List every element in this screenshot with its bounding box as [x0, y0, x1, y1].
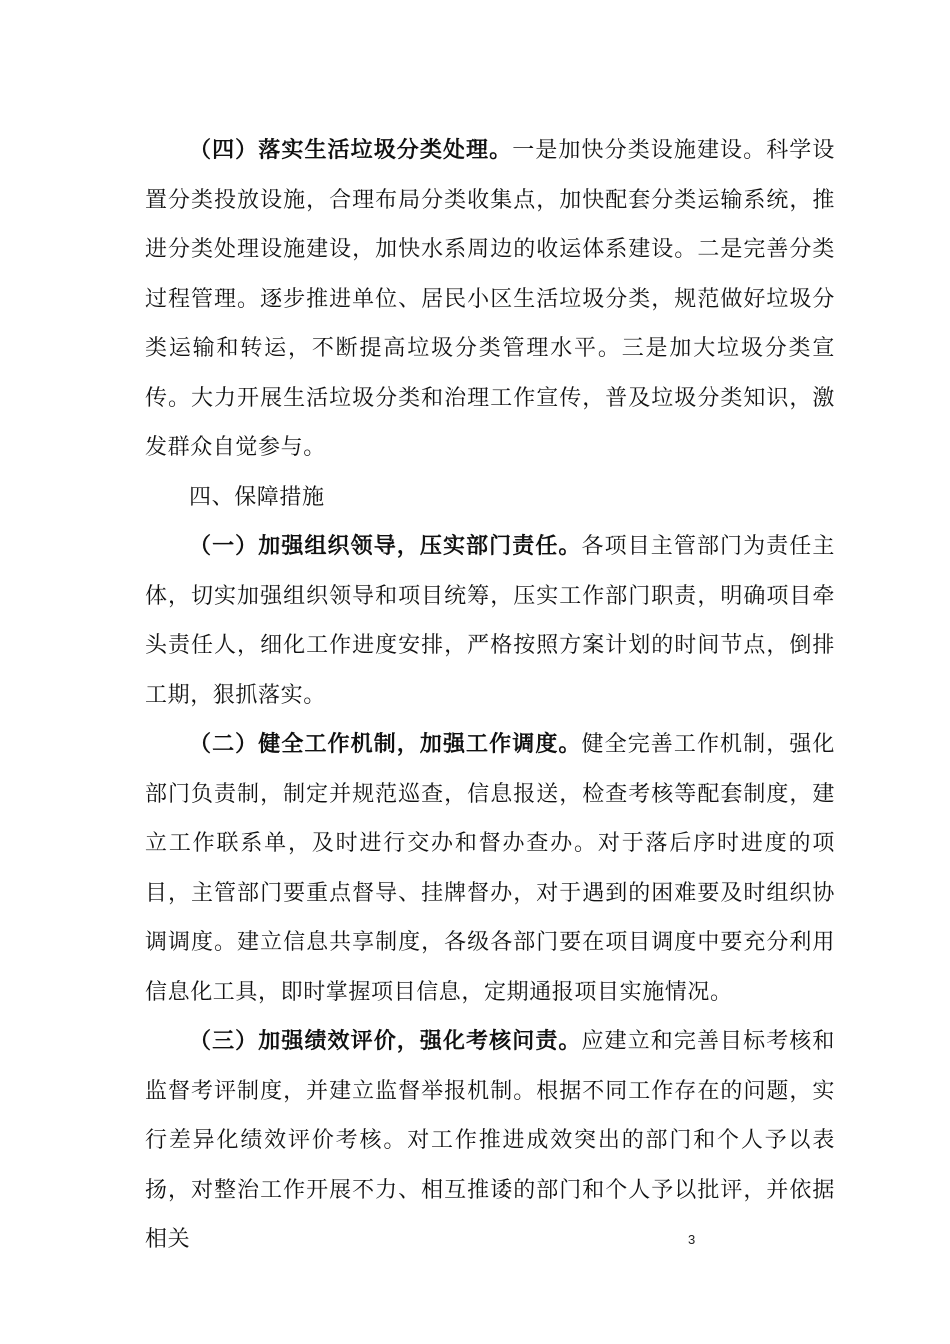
section-heading-safeguards [145, 473, 835, 523]
paragraph-lead: （一）加强组织领导，压实部门责任。 [189, 534, 582, 559]
paragraph-waste-sorting [145, 126, 835, 473]
paragraph-lead: （二）健全工作机制，加强工作调度。 [189, 732, 582, 757]
paragraph-mechanism [145, 720, 835, 1017]
section-heading-text: 四、保障措施 [189, 484, 325, 510]
paragraph-organization [145, 522, 835, 720]
paragraph-lead: （三）加强绩效评价，强化考核问责。 [189, 1029, 582, 1054]
document-body [145, 126, 835, 1265]
paragraph-text: 一是加快分类设施建设。科学设置分类投放设施，合理布局分类收集点，加快配套分类运输系统，推进分类处理设施建设，加快水系周边的收运体系建设。二是完善分类过程管理。逐步推进单位、居民小区生活垃圾分类，规范做好垃圾分类运输和转运，不断提高垃圾分类管理水平。三是加大垃圾分类宣传。大力开展生活垃圾分类和治理工作宣传，普及垃圾分类知识，激发群众自觉参与。 [145, 138, 836, 460]
page-number: 3 [688, 1232, 696, 1247]
paragraph-text: 应建立和完善目标考核和监督考评制度，并建立监督举报机制。根据不同工作存在的问题，实行差异化绩效评价考核。对工作推进成效突出的部门和个人予以表扬，对整治工作开展不力、相互推诿的部门和个人予以批评，并依据相关 [145, 1029, 836, 1252]
paragraph-text: 健全完善工作机制，强化部门负责制，制定并规范巡查，信息报送，检查考核等配套制度，建立工作联系单，及时进行交办和督办查办。对于落后序时进度的项目，主管部门要重点督导、挂牌督办，对于遇到的困难要及时组织协调调度。建立信息共享制度，各级各部门要在项目调度中要充分利用信息化工具，即时掌握项目信息，定期通报项目实施情况。 [145, 732, 836, 1005]
paragraph-evaluation [145, 1017, 835, 1265]
paragraph-text: 各项目主管部门为责任主体，切实加强组织领导和项目统筹，压实工作部门职责，明确项目牵头责任人，细化工作进度安排，严格按照方案计划的时间节点，倒排工期，狠抓落实。 [145, 534, 836, 708]
paragraph-lead: （四）落实生活垃圾分类处理。 [189, 138, 513, 163]
